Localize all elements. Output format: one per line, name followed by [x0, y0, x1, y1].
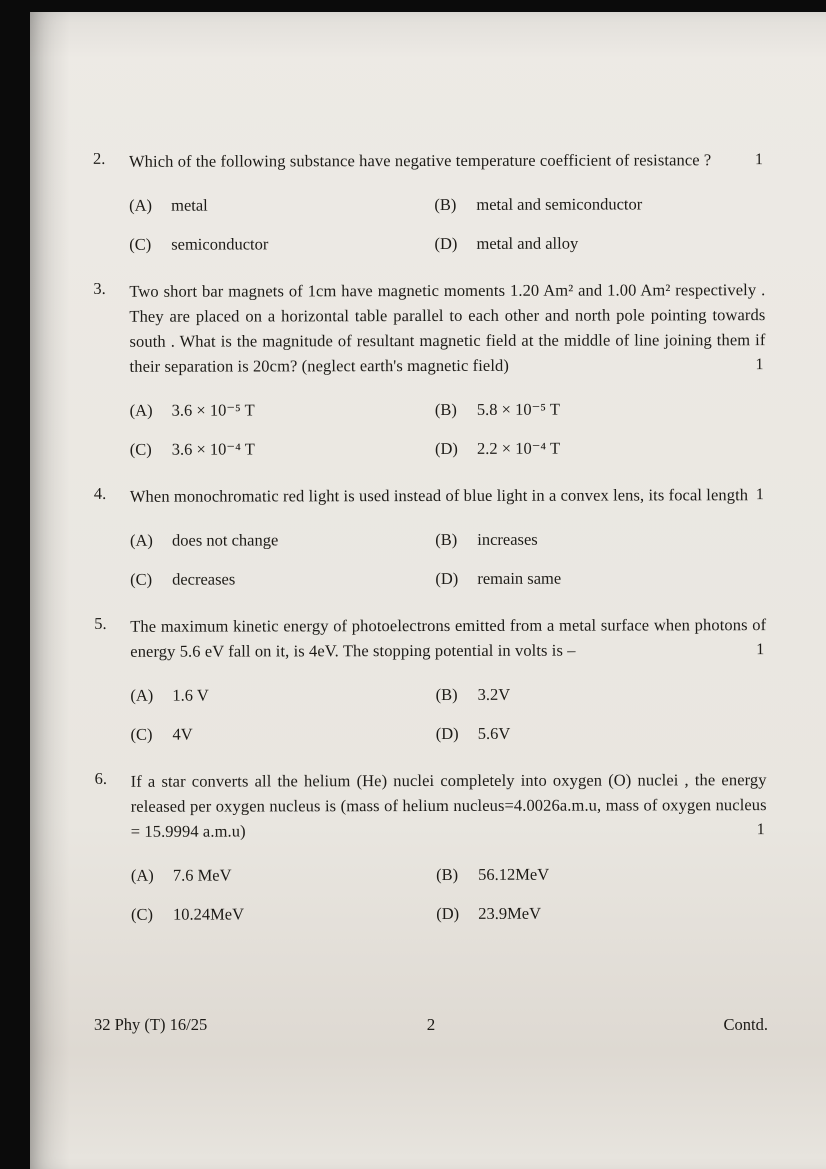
option-c	[130, 437, 435, 462]
question-number: 4.	[93, 483, 107, 503]
option-b	[436, 682, 767, 707]
option-text: increases	[477, 529, 538, 549]
option-d	[435, 436, 766, 461]
option-text: 5.6V	[477, 723, 511, 743]
option-a	[130, 398, 435, 423]
question-marks: 1	[756, 641, 765, 659]
option-text: 10.24MeV	[172, 904, 245, 924]
footer-contd-label: Contd.	[723, 1015, 769, 1034]
option-text: metal	[171, 195, 208, 215]
option-label: (A)	[130, 685, 154, 705]
option-label: (D)	[435, 568, 459, 588]
option-d	[434, 231, 765, 256]
option-text: 3.6 × 10⁻⁵ T	[171, 400, 255, 420]
option-label: (D)	[435, 723, 459, 743]
option-text: 23.9MeV	[478, 903, 542, 923]
option-text: 4V	[172, 724, 193, 744]
question-marks: 1	[755, 486, 764, 504]
option-label: (A)	[130, 865, 154, 885]
option-label: (D)	[434, 438, 458, 458]
question-marks: 1	[754, 151, 764, 169]
option-label: (C)	[129, 234, 152, 254]
question-text-wrap	[130, 612, 766, 664]
option-label: (A)	[129, 400, 153, 420]
option-label: (A)	[129, 530, 153, 550]
option-label: (D)	[436, 903, 460, 923]
question-text: Two short bar magnets of 1cm have magnetic moments 1.20 Am² and 1.00 Am² respectively . They are placed on a horizontal table parallel to each other and north pole pointing towards south . What is the magnitude of resultant magnetic field at the middle of line joining them if their separation is 20cm? (neglect earth's magnetic field)	[129, 280, 766, 376]
option-text: 7.6 MeV	[172, 865, 232, 885]
question-options	[129, 192, 765, 257]
option-d	[436, 901, 767, 926]
question-6	[95, 767, 767, 927]
question-text-wrap	[130, 482, 766, 509]
option-b	[436, 862, 767, 887]
question-3	[93, 277, 765, 462]
footer-page-number: 2	[426, 1015, 436, 1034]
option-c	[130, 722, 435, 747]
option-a	[130, 528, 435, 553]
question-5	[94, 612, 766, 747]
question-number: 5.	[94, 613, 107, 633]
question-options	[131, 862, 767, 927]
option-b	[434, 192, 765, 217]
question-options	[130, 397, 766, 462]
option-d	[436, 721, 767, 746]
option-c	[131, 902, 436, 927]
option-text: does not change	[171, 530, 279, 550]
option-text: 1.6 V	[172, 685, 209, 705]
question-text-wrap	[129, 277, 765, 379]
footer-paper-code: 32 Phy (T) 16/25	[94, 1015, 208, 1034]
page-footer	[94, 1015, 768, 1035]
option-label: (D)	[434, 233, 458, 253]
question-4	[94, 482, 766, 592]
option-text: 3.6 × 10⁻⁴ T	[171, 439, 255, 459]
paper-sheet	[30, 12, 826, 1169]
option-label: (B)	[435, 684, 458, 704]
option-c	[129, 232, 434, 257]
question-marks: 1	[755, 356, 764, 374]
question-options	[130, 527, 766, 592]
question-marks: 1	[756, 821, 765, 839]
option-label: (B)	[434, 194, 457, 214]
option-label: (B)	[436, 864, 459, 884]
question-number: 6.	[94, 768, 108, 788]
option-text: 3.2V	[477, 684, 511, 704]
option-text: decreases	[172, 569, 236, 589]
option-b	[435, 527, 766, 552]
question-text-wrap	[129, 147, 765, 174]
option-label: (B)	[435, 529, 458, 549]
option-c	[130, 567, 435, 592]
option-text: 56.12MeV	[478, 864, 550, 884]
option-label: (A)	[129, 195, 153, 215]
option-text: metal and alloy	[476, 233, 579, 253]
option-b	[435, 397, 766, 422]
option-label: (C)	[130, 904, 153, 924]
question-text: When monochromatic red light is used instead of blue light in a convex lens, its focal length	[129, 485, 749, 506]
option-d	[435, 566, 766, 591]
option-text: semiconductor	[171, 234, 269, 254]
option-text: 5.8 × 10⁻⁵ T	[476, 399, 560, 419]
question-options	[130, 682, 766, 747]
question-text: The maximum kinetic energy of photoelectrons emitted from a metal surface when photons of energy 5.6 eV fall on it, is 4eV. The stopping potential in volts is –	[130, 615, 767, 661]
question-2	[93, 147, 765, 257]
option-a	[131, 863, 436, 888]
option-text: 2.2 × 10⁻⁴ T	[476, 438, 561, 458]
page-content	[93, 147, 767, 949]
question-text: If a star converts all the helium (He) nuclei completely into oxygen (O) nuclei , the energy released per oxygen nucleus is (mass of helium nucleus=4.0026a.m.u, mass of oxygen nucleus = 15.9994 a.m.u)	[130, 770, 767, 841]
option-text: metal and semiconductor	[476, 194, 643, 214]
option-a	[129, 193, 434, 218]
option-text: remain same	[477, 568, 562, 588]
question-number: 3.	[93, 278, 106, 298]
question-number: 2.	[92, 148, 106, 168]
option-label: (C)	[130, 569, 153, 589]
question-text-wrap	[131, 767, 767, 844]
option-label: (C)	[129, 439, 152, 459]
question-text: Which of the following substance have negative temperature coefficient of resistance ?	[128, 150, 712, 171]
option-a	[130, 683, 435, 708]
option-label: (C)	[130, 724, 153, 744]
option-label: (B)	[434, 399, 457, 419]
